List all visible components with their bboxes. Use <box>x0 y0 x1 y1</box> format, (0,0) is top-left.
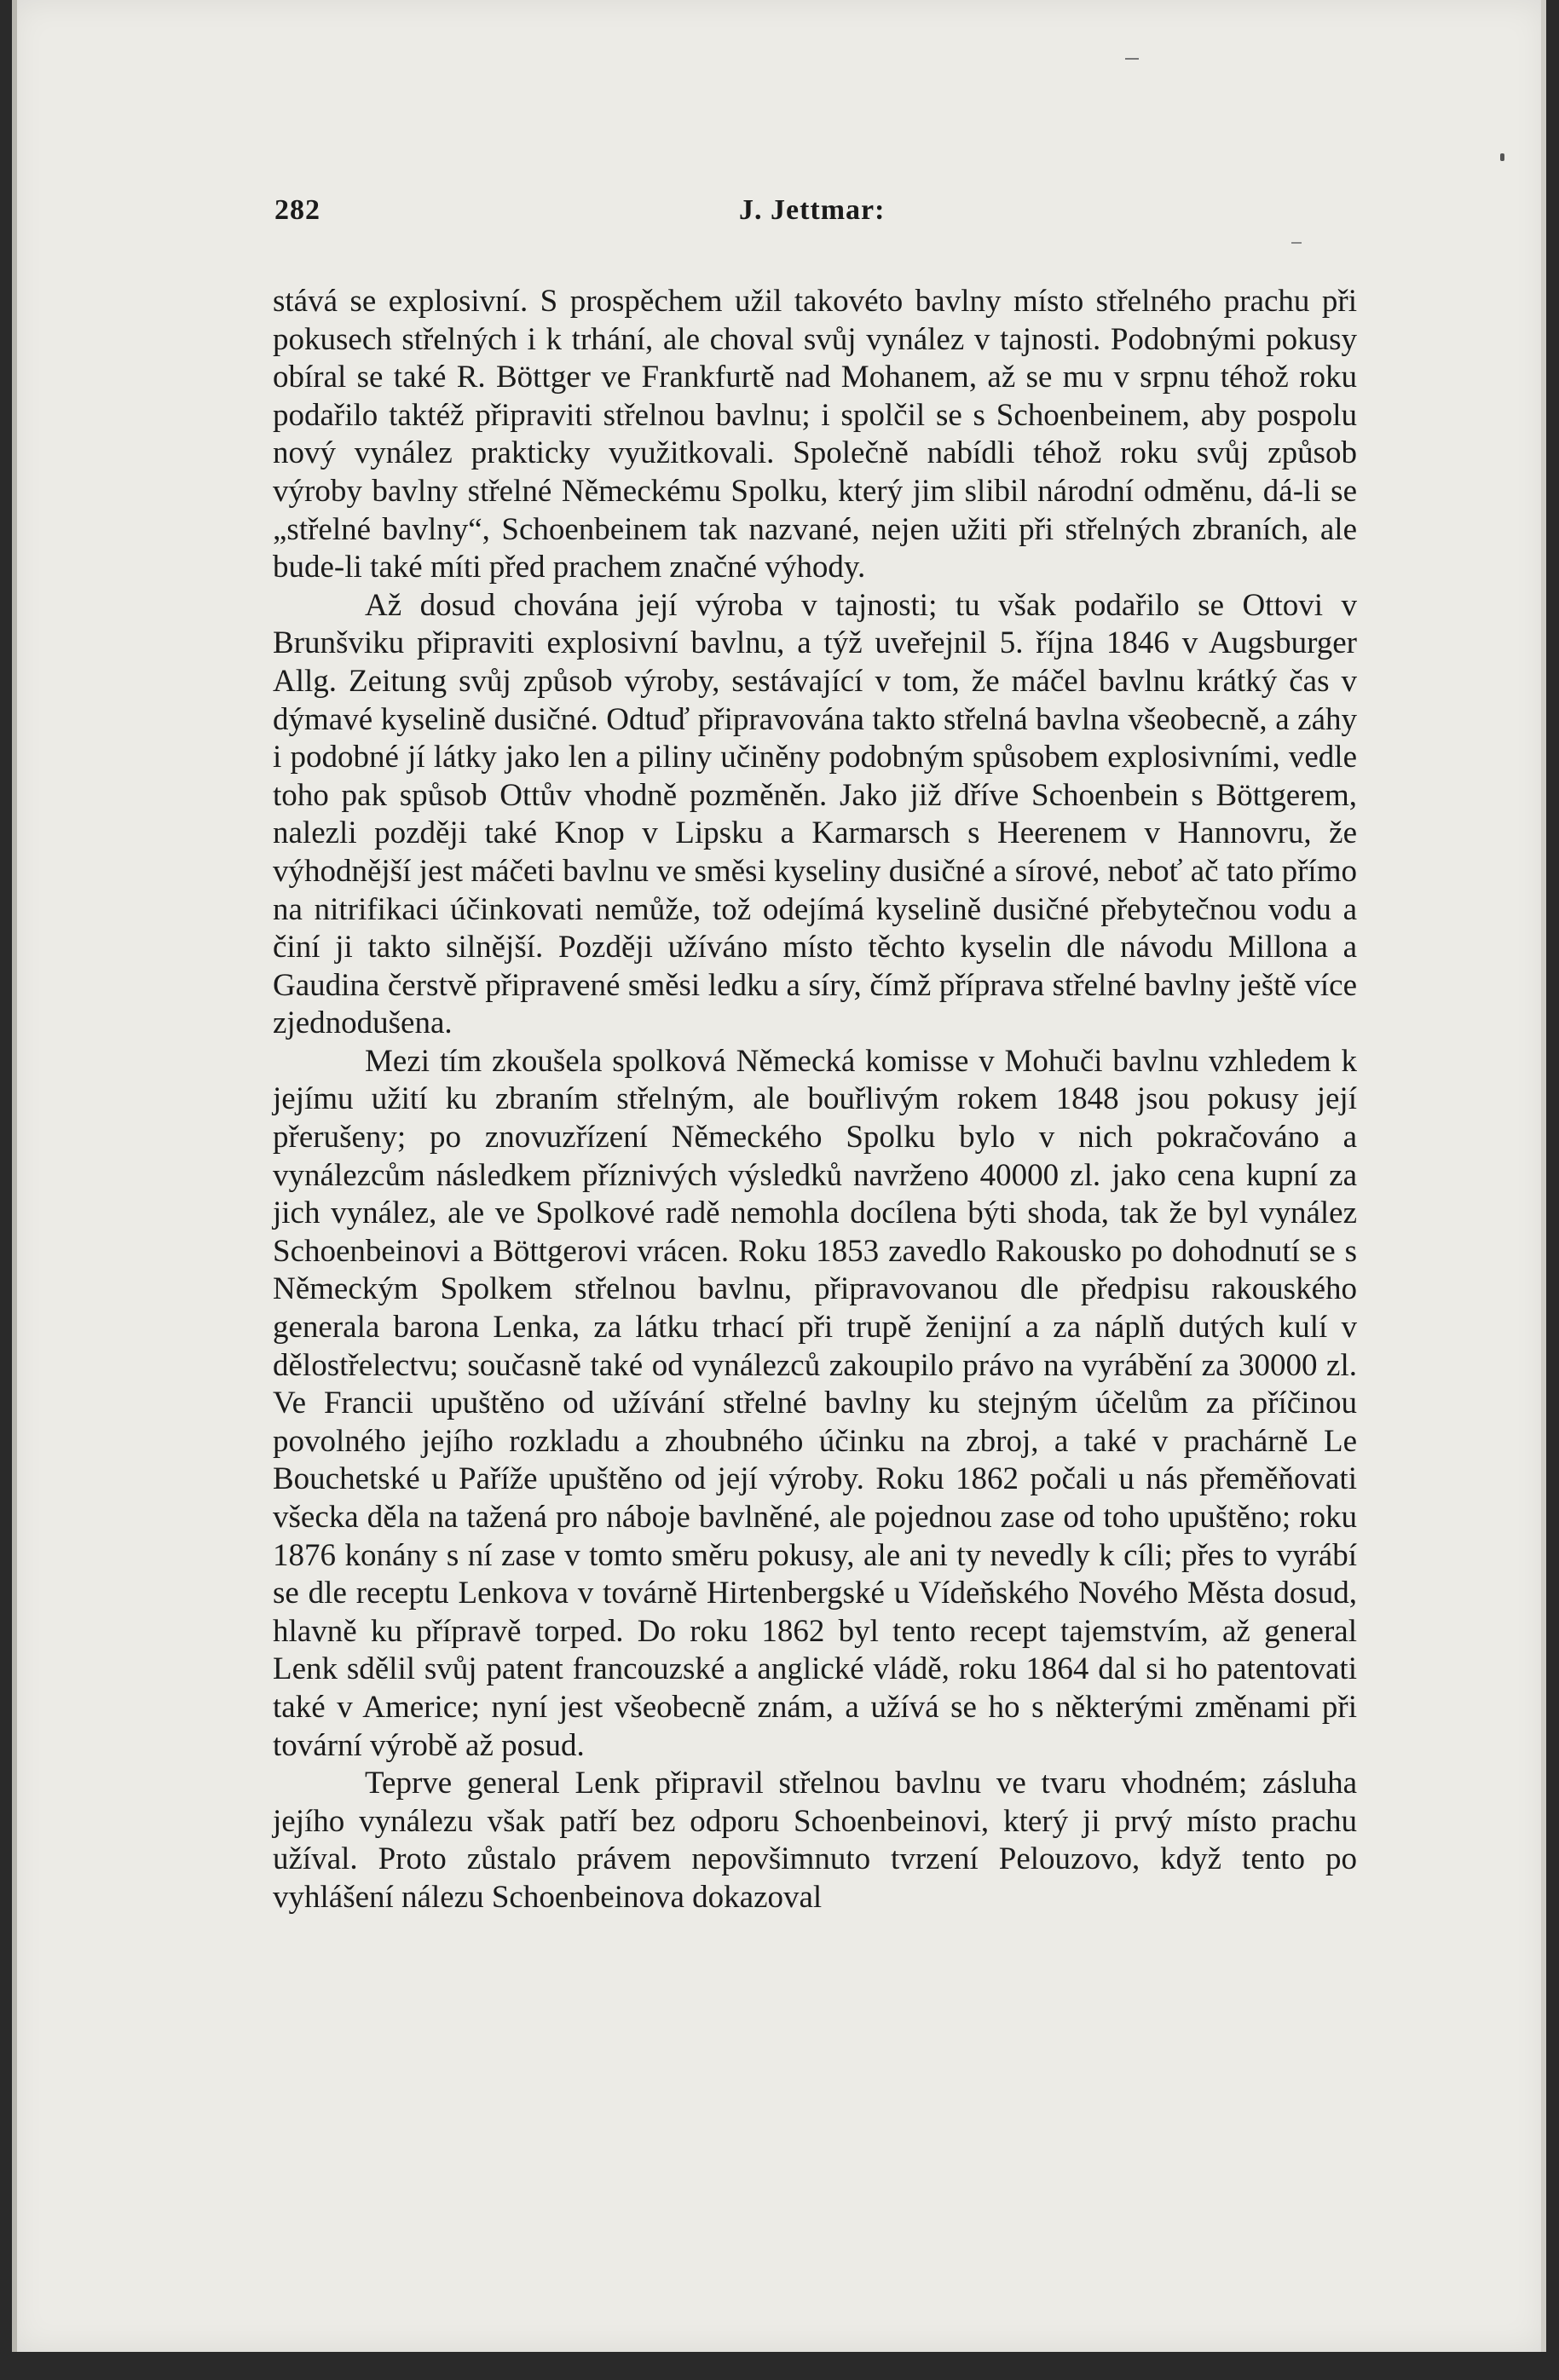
page-edge-right <box>1541 0 1546 2352</box>
page-header <box>274 194 1357 237</box>
paragraph: Teprve general Lenk připravil střelnou bavlnu ve tvaru vhodném; zásluha jejího vynálezu však patří bez odporu Schoenbeinovi, který ji prvý místo prachu užíval. Proto zůstalo právem nepovšimnuto tvrzení Pelouzovo, když tento po vyhlášení nálezu Schoenbeinova dokazoval <box>273 1766 1357 1915</box>
scan-speck <box>1291 242 1302 244</box>
page-number: 282 <box>274 194 320 226</box>
page-edge-left <box>12 0 17 2352</box>
paragraph: Až dosud chována její výroba v tajnosti; tu však podařilo se Ottovi v Brunšviku připraviti explosivní bavlnu, a týž uveřejnil 5. října 1846 v Augsburger Allg. Zeitung svůj způsob výroby, sestávající v tom, že máčel bavlnu krátký čas v dýmavé kyselině dusičné. Odtuď připravována takto střelná bavlna všeobecně, a záhy i podobné jí látky jako len a piliny učiněny podobným spůsobem explosivními, vedle toho pak spůsob Ottův vhodně pozměněn. Jako již dříve Schoenbein s Böttgerem, nalezli později také Knop v Lipsku a Karmarsch s Heerenem v Hannovru, že výhodnější jest máčeti bavlnu ve směsi kyseliny dusičné a sírové, neboť ač tato přímo na nitrifikaci účinkovati nemůže, tož odejímá kyselině dusičné přebytečnou vodu a činí ji takto silnější. Později užíváno místo těchto kyselin dle návodu Millona a Gaudina čerstvě připravené směsi ledku a síry, čímž příprava střelné bavlny ještě více zjednodušena. <box>273 587 1357 1041</box>
body-text <box>273 283 1357 2124</box>
running-head: J. Jettmar: <box>739 194 886 226</box>
scan-speck <box>1125 58 1139 60</box>
paragraph: Mezi tím zkoušela spolková Německá komisse v Mohuči bavlnu vzhledem k jejímu užití ku zbraním střelným, ale bouřlivým rokem 1848 jsou pokusy její přerušeny; po znovuzřízení Německého Spolku bylo v nich pokračováno a vynálezcům následkem příznivých výsledků navrženo 40000 zl. jako cena kupní za jich vynález, ale ve Spolkové radě nemohla docílena býti shoda, tak že byl vynález Schoenbeinovi a Böttgerovi vrácen. Roku 1853 zavedlo Rakousko po dohodnutí se s Německým Spolkem střelnou bavlnu, připravovanou dle předpisu rakouského generala barona Lenka, za látku trhací při trupě ženijní a za náplň dutých kulí v dělostřelectvu; současně také od vynálezců zakoupilo právo na vyrábění za 30000 zl. Ve Francii upuštěno od užívání střelné bavlny ku stejným účelům za příčinou povolného jejího rozkladu a zhoubného účinku na zbroj, a také v prachárně Le Bouchetské u Paříže upuštěno od její výroby. Roku 1862 počali u nás přeměňovati všecka děla na tažená pro náboje bavlněné, ale pojednou zase od toho upuštěno; roku 1876 konány s ní zase v tomto směru pokusy, ale ani ty nevedly k cíli; přes to vyrábí se dle receptu Lenkova v továrně Hirtenbergské u Vídeňského Nového Města dosud, hlavně ku přípravě torped. Do roku 1862 byl tento recept tajemstvím, až general Lenk sdělil svůj patent francouzské a anglické vládě, roku 1864 dal si ho patentovati také v Americe; nyní jest všeobecně znám, a užívá se ho s některými změnami při tovární výrobě až posud. <box>273 1043 1357 1763</box>
scan-speck <box>1500 153 1504 161</box>
paragraph: stává se explosivní. S prospěchem užil takovéto bavlny místo střelného prachu při pokusech střelných i k trhání, ale choval svůj vynález v tajnosti. Podobnými pokusy obíral se také R. Böttger ve Frankfurtě nad Mohanem, až se mu v srpnu téhož roku podařilo taktéž připraviti střelnou bavlnu; i spolčil se s Schoenbeinem, aby pospolu nový vynález prakticky využitkovali. Společně nabídli téhož roku svůj způsob výroby bavlny střelné Německému Spolku, který jim slibil národní odměnu, dá-li se „střelné bavlny“, Schoenbeinem tak nazvané, nejen užiti při střelných zbraních, ale bude-li také míti před prachem značné výhody. <box>273 284 1357 585</box>
